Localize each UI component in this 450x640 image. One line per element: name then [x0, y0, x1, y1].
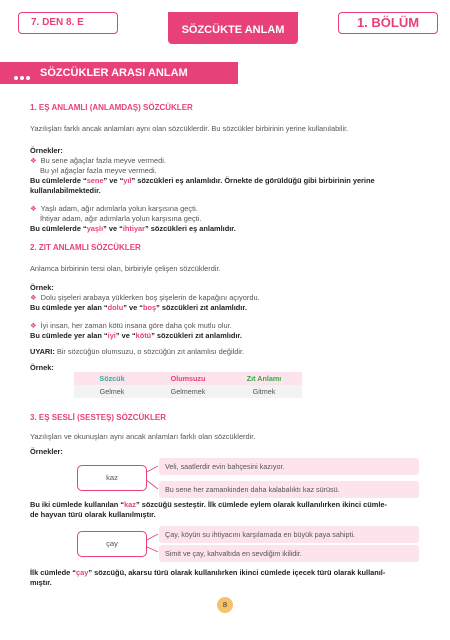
section-3-conclusion-1: Bu iki cümlede kullanılan “kaz” sözcüğü sesteştir. İlk cümlede eylem olarak kullanılırken ikinci cümle- — [30, 500, 387, 509]
diamond-bullet-icon: ❖ — [30, 321, 37, 330]
homonym-word-box: kaz — [77, 465, 147, 491]
section-3-definition: Yazılışları ve okunuşları aynı ancak anlamları farklı olan sözcüklerdir. — [30, 432, 256, 441]
example-sentence: İhtiyar adam, ağır adımlarla yolun karşısına geçti. — [40, 214, 202, 223]
example-bullet: ❖ Yaşlı adam, ağır adımlarla yolun karşısına geçti. — [30, 204, 198, 213]
diamond-bullet-icon: ❖ — [30, 293, 37, 302]
homonym-sentence: Simit ve çay, kahvaltıda en sevdiğim ikilidir. — [159, 545, 419, 562]
example-bullet: ❖ İyi insan, her zaman kötü insana göre daha çok mutlu olur. — [30, 321, 232, 330]
table-cell: Gelmemek — [150, 385, 226, 398]
section-1-conclusion-1: Bu cümlelerde “sene” ve “yıl” sözcükleri eş anlamlıdır. Örnekte de görüldüğü gibi birbirinin yerine — [30, 176, 375, 185]
diamond-bullet-icon: ❖ — [30, 204, 37, 213]
example-bullet: ❖ Dolu şişeleri arabaya yüklerken boş şişelerin de kapağını açıyordu. — [30, 293, 260, 302]
page-number: 8 — [217, 597, 233, 613]
section-3-conclusion-1-cont: de hayvan türü olarak kullanılmıştır. — [30, 510, 156, 519]
chapter-range-tab: 7. DEN 8. E — [18, 12, 118, 34]
homonym-sentence: Çay, köyün su ihtiyacını karşılamada en büyük paya sahipti. — [159, 526, 419, 543]
page-header-title: SÖZCÜKTE ANLAM — [168, 12, 298, 44]
diamond-bullet-icon: ❖ — [30, 156, 37, 165]
warning-note: UYARI: Bir sözcüğün olumsuzu, o sözcüğün zıt anlamlısı değildir. — [30, 347, 245, 356]
homonym-sentence: Bu sene her zamankinden daha kalabalıktı kaz sürüsü. — [159, 481, 419, 498]
example-bullet: ❖ Bu sene ağaçlar fazla meyve vermedi. — [30, 156, 166, 165]
section-1-examples-label: Örnekler: — [30, 146, 63, 155]
table-header-cell: Olumsuzu — [150, 372, 226, 385]
table-header-cell: Zıt Anlamı — [226, 372, 302, 385]
table-cell: Gelmek — [74, 385, 150, 398]
table-cell: Gitmek — [226, 385, 302, 398]
section-3-title: 3. EŞ SESLİ (SESTEŞ) SÖZCÜKLER — [30, 413, 167, 422]
table-header-cell: Sözcük — [74, 372, 150, 385]
topic-banner: SÖZCÜKLER ARASI ANLAM İLİŞKİLERİ — [0, 62, 238, 84]
section-2-title: 2. ZIT ANLAMLI SÖZCÜKLER — [30, 243, 141, 252]
example-sentence: Bu yıl ağaçlar fazla meyve vermedi. — [40, 166, 157, 175]
section-2-examples-label: Örnek: — [30, 283, 54, 292]
section-1-definition: Yazılışları farklı ancak anlamları aynı olan sözcüklerdir. Bu sözcükler birbirinin yerine kullanılabilir. — [30, 124, 349, 133]
section-label: 1. BÖLÜM — [338, 12, 438, 34]
section-1-title: 1. EŞ ANLAMLI (ANLAMDAŞ) SÖZCÜKLER — [30, 103, 193, 112]
section-1-conclusion-2: Bu cümlelerde “yaşlı” ve “ihtiyar” sözcükleri eş anlamlıdır. — [30, 224, 236, 233]
section-3-conclusion-2: İlk cümlede “çay” sözcüğü, akarsu türü olarak kullanılırken ikinci cümlede içecek türü olarak kullanıl- — [30, 568, 386, 577]
example-label: Örnek: — [30, 363, 54, 372]
homonym-word-box: çay — [77, 531, 147, 557]
homonym-sentence: Veli, saatlerdir evin bahçesini kazıyor. — [159, 458, 419, 475]
section-1-conclusion-1-cont: kullanılabilmektedir. — [30, 186, 101, 195]
section-3-examples-label: Örnekler: — [30, 447, 63, 456]
section-2-definition: Anlamca birbirinin tersi olan, birbiriyle çelişen sözcüklerdir. — [30, 264, 221, 273]
section-2-conclusion-1: Bu cümlede yer alan “dolu” ve “boş” sözcükleri zıt anlamlıdır. — [30, 303, 247, 312]
section-3-conclusion-2-cont: mıştır. — [30, 578, 52, 587]
section-2-conclusion-2: Bu cümlede yer alan “iyi” ve “kötü” sözcükleri zıt anlamlıdır. — [30, 331, 242, 340]
